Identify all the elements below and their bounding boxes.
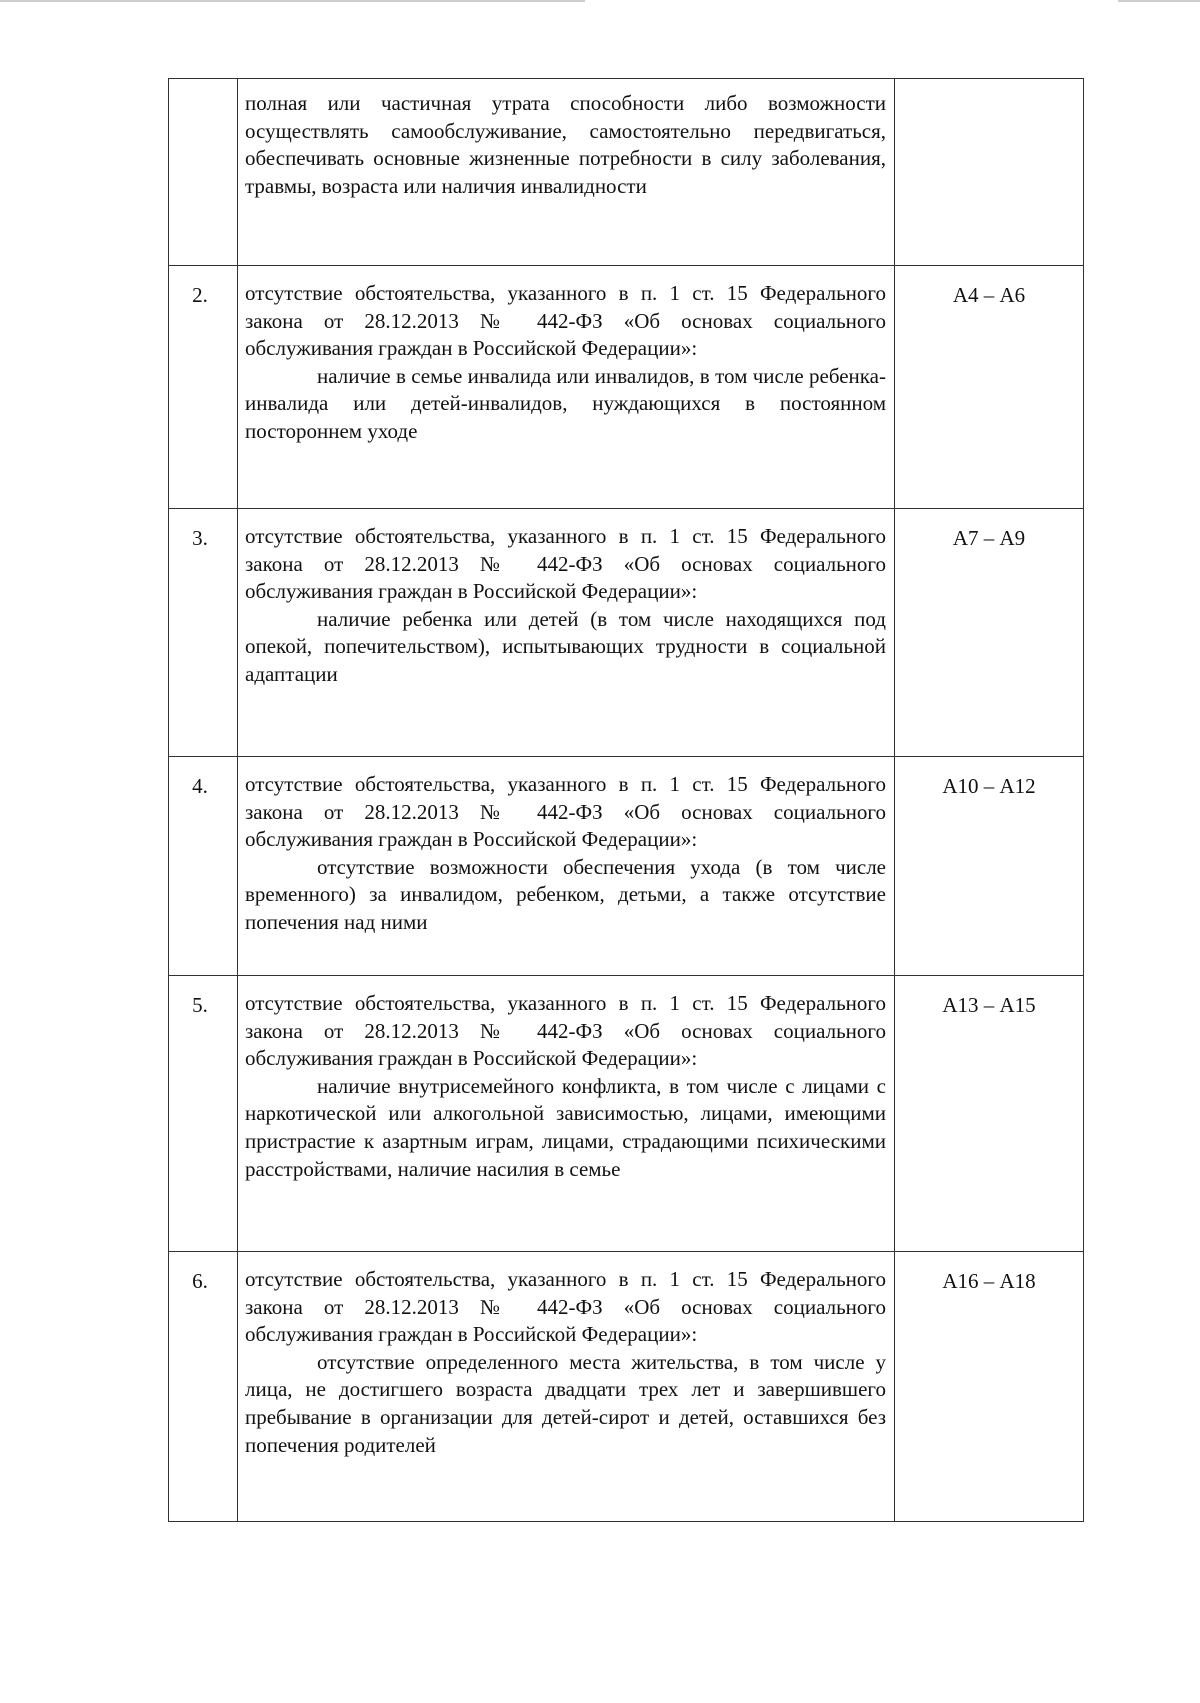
row-code: А7 – А9	[952, 526, 1026, 550]
row-code: А13 – А15	[942, 993, 1036, 1017]
row-lead-text: отсутствие обстоятельства, указанного в п. 1 ст. 15 Федерального закона от 28.12.2013 № 442-ФЗ «Об основах социального обслуживания граждан в Российской Федерации»:	[245, 281, 886, 361]
scan-edge-left	[0, 0, 585, 2]
row-text-cell	[238, 266, 895, 509]
row-code-cell	[895, 509, 1084, 757]
row-text-cell	[238, 79, 895, 266]
row-code: А16 – А18	[942, 1269, 1036, 1293]
row-number-cell	[169, 757, 238, 976]
row-code	[895, 79, 1083, 95]
table-row	[169, 976, 1084, 1252]
row-code-cell	[895, 1252, 1084, 1522]
row-number	[169, 79, 237, 95]
row-lead-text: отсутствие обстоятельства, указанного в п. 1 ст. 15 Федерального закона от 28.12.2013 № 442-ФЗ «Об основах социального обслуживания граждан в Российской Федерации»:	[245, 772, 886, 852]
row-number: 3.	[192, 526, 208, 550]
row-number-cell	[169, 976, 238, 1252]
row-body-text: отсутствие возможности обеспечения ухода (в том числе временного) за инвалидом, ребенком, детьми, а также отсутствие попечения над ними	[245, 854, 886, 934]
row-number-cell	[169, 79, 238, 266]
row-number-cell	[169, 266, 238, 509]
table-row	[169, 1252, 1084, 1522]
scan-edge-right	[1118, 0, 1200, 2]
row-code-cell	[895, 79, 1084, 266]
row-number: 6.	[192, 1269, 208, 1293]
row-text-cell	[238, 757, 895, 976]
row-code: А4 – А6	[952, 283, 1026, 307]
row-lead-text: отсутствие обстоятельства, указанного в п. 1 ст. 15 Федерального закона от 28.12.2013 № 442-ФЗ «Об основах социального обслуживания граждан в Российской Федерации»:	[245, 1267, 886, 1347]
row-number: 4.	[192, 774, 208, 798]
table-row	[169, 509, 1084, 757]
row-number: 2.	[192, 283, 208, 307]
row-text-cell	[238, 509, 895, 757]
row-body-text: наличие внутрисемейного конфликта, в том числе с лицами с наркотической или алкогольной зависимостью, лицами, имеющими пристрастие к азартным играм, лицами, страдающими психическими расстройствами, наличие насилия в семье	[245, 1073, 886, 1181]
row-code-cell	[895, 266, 1084, 509]
row-text-cell	[238, 1252, 895, 1522]
row-body-text: отсутствие определенного места жительства, в том числе у лица, не достигшего возраста двадцати трех лет и завершившего пребывание в организации для детей-сирот и детей, оставшихся без попечения родителей	[245, 1349, 886, 1457]
row-code-cell	[895, 757, 1084, 976]
row-text-cell	[238, 976, 895, 1252]
table-row	[169, 79, 1084, 266]
row-body-text: наличие ребенка или детей (в том числе находящихся под опекой, попечительством), испытывающих трудности в социальной адаптации	[245, 606, 886, 686]
row-number: 5.	[192, 993, 208, 1017]
row-code-cell	[895, 976, 1084, 1252]
row-code: А10 – А12	[942, 774, 1036, 798]
row-lead-text: отсутствие обстоятельства, указанного в п. 1 ст. 15 Федерального закона от 28.12.2013 № 442-ФЗ «Об основах социального обслуживания граждан в Российской Федерации»:	[245, 524, 886, 604]
row-body-text: полная или частичная утрата способности либо возможности осуществлять самообслуживание, самостоятельно передвигаться, обеспечивать основные жизненные потребности в силу заболевания, травмы, возраста или наличия инвалидности	[245, 91, 886, 198]
row-body-text: наличие в семье инвалида или инвалидов, в том числе ребенка-инвалида или детей-инвалидов, нуждающихся в постоянном постороннем уходе	[245, 363, 886, 443]
row-number-cell	[169, 509, 238, 757]
row-lead-text: отсутствие обстоятельства, указанного в п. 1 ст. 15 Федерального закона от 28.12.2013 № 442-ФЗ «Об основах социального обслуживания граждан в Российской Федерации»:	[245, 991, 886, 1071]
table-row	[169, 266, 1084, 509]
criteria-table	[168, 78, 1084, 1522]
row-number-cell	[169, 1252, 238, 1522]
table-row	[169, 757, 1084, 976]
